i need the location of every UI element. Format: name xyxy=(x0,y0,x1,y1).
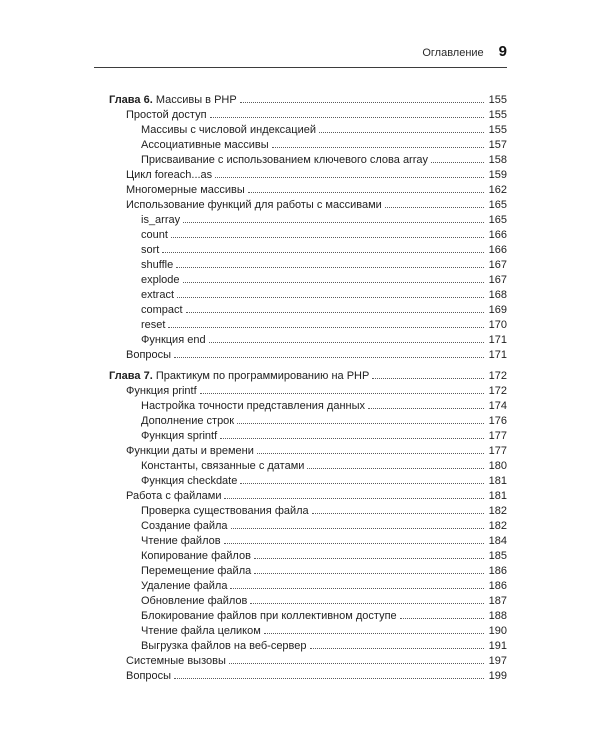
dotted-leader xyxy=(224,498,483,499)
entry-page-number: 190 xyxy=(488,625,507,637)
entry-page-number: 197 xyxy=(488,655,507,667)
entry-title: Глава 6. Массивы в PHP xyxy=(109,94,237,106)
entry-page-number: 157 xyxy=(488,139,507,151)
entry-title: Функция printf xyxy=(126,385,197,397)
dotted-leader xyxy=(174,678,484,679)
toc-entry-row xyxy=(94,609,507,624)
entry-title: Перемещение файла xyxy=(141,565,252,577)
toc-chapter-row xyxy=(94,93,507,108)
toc-entry-row xyxy=(94,243,507,258)
entry-title: Обновление файлов xyxy=(141,595,248,607)
dotted-leader xyxy=(372,378,483,379)
toc-entry-row xyxy=(94,474,507,489)
dotted-leader xyxy=(312,513,484,514)
entry-page-number: 186 xyxy=(488,580,507,592)
dotted-leader xyxy=(230,588,483,589)
entry-page-number: 172 xyxy=(488,370,507,382)
dotted-leader xyxy=(264,633,484,634)
entry-page-number: 168 xyxy=(488,289,507,301)
entry-title: Чтение файла целиком xyxy=(141,625,261,637)
dotted-leader xyxy=(215,177,483,178)
entry-page-number: 166 xyxy=(488,229,507,241)
running-title: Оглавление xyxy=(422,47,484,59)
entry-title: Настройка точности представления данных xyxy=(141,400,366,412)
entry-page-number: 155 xyxy=(488,109,507,121)
entry-page-number: 171 xyxy=(488,334,507,346)
entry-page-number: 176 xyxy=(488,415,507,427)
dotted-leader xyxy=(171,237,484,238)
entry-title: Функция sprintf xyxy=(141,430,218,442)
toc-list xyxy=(94,93,507,684)
entry-title: count xyxy=(141,229,168,241)
entry-page-number: 158 xyxy=(488,154,507,166)
entry-page-number: 188 xyxy=(488,610,507,622)
entry-title: Массивы с числовой индексацией xyxy=(141,124,317,136)
toc-entry-row xyxy=(94,564,507,579)
toc-entry-row xyxy=(94,213,507,228)
dotted-leader xyxy=(250,603,483,604)
toc-entry-row xyxy=(94,579,507,594)
entry-title: Присваивание с использованием ключевого слова array xyxy=(141,154,429,166)
entry-title: shuffle xyxy=(141,259,174,271)
entry-title: Вопросы xyxy=(126,349,172,361)
dotted-leader xyxy=(307,468,483,469)
page-content xyxy=(94,0,507,684)
toc-entry-row xyxy=(94,654,507,669)
chapter-label: Глава 7. xyxy=(109,370,156,382)
entry-page-number: 172 xyxy=(488,385,507,397)
entry-page-number: 185 xyxy=(488,550,507,562)
entry-page-number: 181 xyxy=(488,490,507,502)
dotted-leader xyxy=(176,267,483,268)
toc-entry-row xyxy=(94,198,507,213)
entry-title: Удаление файла xyxy=(141,580,228,592)
toc-section xyxy=(94,369,507,684)
entry-page-number: 186 xyxy=(488,565,507,577)
toc-entry-row xyxy=(94,519,507,534)
dotted-leader xyxy=(231,528,484,529)
toc-entry-row xyxy=(94,639,507,654)
dotted-leader xyxy=(186,312,484,313)
entry-page-number: 169 xyxy=(488,304,507,316)
toc-entry-row xyxy=(94,549,507,564)
dotted-leader xyxy=(209,342,484,343)
entry-title: Функция checkdate xyxy=(141,475,238,487)
toc-entry-row xyxy=(94,153,507,168)
toc-entry-row xyxy=(94,399,507,414)
dotted-leader xyxy=(174,357,484,358)
toc-section xyxy=(94,93,507,363)
dotted-leader xyxy=(162,252,483,253)
entry-title: Чтение файлов xyxy=(141,535,221,547)
entry-title: Копирование файлов xyxy=(141,550,251,562)
toc-chapter-row xyxy=(94,369,507,384)
entry-title: Глава 7. Практикум по программированию на PHP xyxy=(109,370,370,382)
toc-entry-row xyxy=(94,669,507,684)
entry-page-number: 177 xyxy=(488,430,507,442)
entry-title: Константы, связанные с датами xyxy=(141,460,305,472)
entry-page-number: 167 xyxy=(488,259,507,271)
entry-page-number: 174 xyxy=(488,400,507,412)
dotted-leader xyxy=(183,222,484,223)
entry-title: Ассоциативные массивы xyxy=(141,139,269,151)
dotted-leader xyxy=(210,117,484,118)
dotted-leader xyxy=(254,558,484,559)
entry-title: Работа с файлами xyxy=(126,490,222,502)
entry-page-number: 191 xyxy=(488,640,507,652)
toc-entry-row xyxy=(94,489,507,504)
entry-page-number: 167 xyxy=(488,274,507,286)
entry-title: is_array xyxy=(141,214,181,226)
toc-entry-row xyxy=(94,318,507,333)
entry-title: Функции даты и времени xyxy=(126,445,254,457)
dotted-leader xyxy=(183,282,484,283)
toc-entry-row xyxy=(94,414,507,429)
dotted-leader xyxy=(431,162,484,163)
entry-title: Вопросы xyxy=(126,670,172,682)
entry-page-number: 155 xyxy=(488,94,507,106)
entry-title: Простой доступ xyxy=(126,109,207,121)
toc-entry-row xyxy=(94,303,507,318)
entry-page-number: 155 xyxy=(488,124,507,136)
entry-title: Цикл foreach...as xyxy=(126,169,213,181)
toc-entry-row xyxy=(94,624,507,639)
toc-entry-row xyxy=(94,108,507,123)
entry-page-number: 181 xyxy=(488,475,507,487)
dotted-leader xyxy=(220,438,483,439)
toc-entry-row xyxy=(94,228,507,243)
page-header xyxy=(94,0,507,68)
dotted-leader xyxy=(400,618,484,619)
dotted-leader xyxy=(310,648,484,649)
entry-page-number: 177 xyxy=(488,445,507,457)
dotted-leader xyxy=(200,393,484,394)
dotted-leader xyxy=(272,147,484,148)
toc-entry-row xyxy=(94,273,507,288)
toc-entry-row xyxy=(94,333,507,348)
toc-entry-row xyxy=(94,183,507,198)
entry-title: Многомерные массивы xyxy=(126,184,245,196)
entry-title: Создание файла xyxy=(141,520,228,532)
toc-entry-row xyxy=(94,123,507,138)
toc-entry-row xyxy=(94,534,507,549)
dotted-leader xyxy=(237,423,484,424)
dotted-leader xyxy=(385,207,484,208)
entry-title: compact xyxy=(141,304,183,316)
dotted-leader xyxy=(240,102,484,103)
entry-page-number: 170 xyxy=(488,319,507,331)
dotted-leader xyxy=(168,327,483,328)
toc-entry-row xyxy=(94,504,507,519)
dotted-leader xyxy=(319,132,484,133)
toc-entry-row xyxy=(94,459,507,474)
page-number: 9 xyxy=(498,43,507,60)
toc-entry-row xyxy=(94,288,507,303)
entry-title: Функция end xyxy=(141,334,206,346)
entry-title: Проверка существования файла xyxy=(141,505,309,517)
entry-title: Выгрузка файлов на веб-сервер xyxy=(141,640,307,652)
entry-title: extract xyxy=(141,289,175,301)
dotted-leader xyxy=(254,573,483,574)
dotted-leader xyxy=(177,297,484,298)
toc-entry-row xyxy=(94,348,507,363)
dotted-leader xyxy=(224,543,484,544)
chapter-label: Глава 6. xyxy=(109,94,156,106)
entry-page-number: 182 xyxy=(488,505,507,517)
dotted-leader xyxy=(240,483,483,484)
entry-page-number: 187 xyxy=(488,595,507,607)
entry-page-number: 184 xyxy=(488,535,507,547)
entry-title: reset xyxy=(141,319,166,331)
toc-entry-row xyxy=(94,138,507,153)
entry-page-number: 166 xyxy=(488,244,507,256)
entry-page-number: 199 xyxy=(488,670,507,682)
toc-entry-row xyxy=(94,429,507,444)
entry-page-number: 171 xyxy=(488,349,507,361)
dotted-leader xyxy=(368,408,484,409)
toc-entry-row xyxy=(94,168,507,183)
entry-page-number: 165 xyxy=(488,199,507,211)
entry-page-number: 180 xyxy=(488,460,507,472)
toc-entry-row xyxy=(94,594,507,609)
entry-title: Дополнение строк xyxy=(141,415,235,427)
entry-page-number: 182 xyxy=(488,520,507,532)
dotted-leader xyxy=(248,192,484,193)
dotted-leader xyxy=(257,453,484,454)
dotted-leader xyxy=(229,663,484,664)
toc-entry-row xyxy=(94,444,507,459)
entry-title: explode xyxy=(141,274,180,286)
entry-title: Системные вызовы xyxy=(126,655,226,667)
entry-page-number: 162 xyxy=(488,184,507,196)
entry-page-number: 159 xyxy=(488,169,507,181)
toc-entry-row xyxy=(94,384,507,399)
toc-entry-row xyxy=(94,258,507,273)
entry-title: Использование функций для работы с массивами xyxy=(126,199,382,211)
entry-title: sort xyxy=(141,244,160,256)
entry-title: Блокирование файлов при коллективном доступе xyxy=(141,610,397,622)
entry-page-number: 165 xyxy=(488,214,507,226)
